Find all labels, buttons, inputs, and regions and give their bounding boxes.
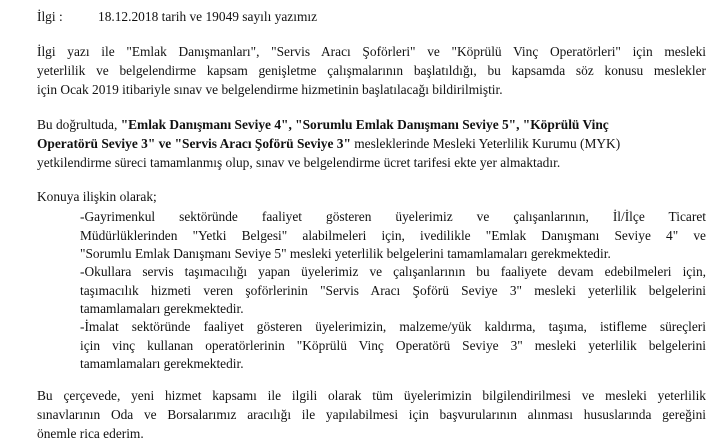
paragraph2-line2 bbox=[37, 136, 620, 152]
item3-line1: -İmalat sektöründe faaliyet gösteren üyelerimizin, malzeme/yük kaldırma, taşıma, istifleme süreçleri bbox=[80, 319, 706, 334]
item2-line2: taşımacılık hizmeti veren şoförlerinin "Servis Aracı Şoförü Seviye 3" mesleki yeterlilik belgelerini bbox=[80, 283, 706, 298]
reference-label: İlgi : bbox=[37, 9, 63, 24]
paragraph2-line1 bbox=[37, 117, 706, 133]
item2-line3: tamamlamaları gerekmektedir. bbox=[80, 301, 244, 316]
item3-line3: tamamlamaları gerekmektedir. bbox=[80, 356, 244, 371]
paragraph2-line3: yetkilendirme süreci tamamlanmış olup, sınav ve belgelendirme ücret tarifesi ekte yer almaktadır. bbox=[37, 155, 561, 170]
paragraph2-rest: mesleklerinde Mesleki Yeterlilik Kurumu (MYK) bbox=[350, 136, 621, 151]
topic-intro: Konuya ilişkin olarak; bbox=[37, 189, 157, 204]
reference-value: 18.12.2018 tarih ve 19049 sayılı yazımız bbox=[98, 9, 318, 24]
paragraph1-line2: yeterlilik ve belgelendirme kapsam genişletme çalışmalarının başlatıldığı, bu kapsamda söz konusu meslekler bbox=[37, 63, 706, 78]
item1-line2: Müdürlüklerinden "Yetki Belgesi" alabilmeleri için, ivedilikle "Emlak Danışmanı Seviye 4" ve bbox=[80, 228, 706, 243]
paragraph2-intro: Bu doğrultuda, bbox=[37, 117, 121, 132]
paragraph2-bold-1: "Emlak Danışmanı Seviye 4", "Sorumlu Emlak Danışmanı Seviye 5", "Köprülü Vinç bbox=[120, 117, 609, 132]
closing-line3: önemle rica ederim. bbox=[37, 426, 144, 441]
item1-line3: "Sorumlu Emlak Danışmanı Seviye 5" mesleki yeterlilik belgelerini tamamlamaları gerekmektedir. bbox=[80, 246, 611, 261]
paragraph1-line1: İlgi yazı ile "Emlak Danışmanları", "Servis Aracı Şoförleri" ve "Köprülü Vinç Operatörleri" için mesleki bbox=[37, 44, 706, 59]
item2-line1: -Okullara servis taşımacılığı yapan üyelerimiz ve çalışanlarının bu faaliyete devam edebilmeleri için, bbox=[80, 264, 706, 279]
item1-line1: -Gayrimenkul sektöründe faaliyet gösteren üyelerimiz ve çalışanlarının, İl/İlçe Ticaret bbox=[80, 209, 706, 224]
paragraph2-bold-2: Operatörü Seviye 3" ve "Servis Aracı Şoförü Seviye 3" bbox=[37, 136, 351, 151]
closing-line1: Bu çerçevede, yeni hizmet kapsamı ile ilgili olarak tüm üyelerimizin bilgilendirilmesi ve mesleki yeterlilik bbox=[37, 388, 706, 403]
closing-line2: sınavlarının Oda ve Borsalarımız aracılığı ile yapılabilmesi için başvurularının alınması hususlarında gereğini bbox=[37, 407, 706, 422]
paragraph1-line3: için Ocak 2019 itibariyle sınav ve belgelendirme hizmetinin başlatılacağı bildirilmiştir. bbox=[37, 82, 503, 97]
item3-line2: için vinç kullanan operatörlerinin "Köprülü Vinç Operatörü Seviye 3" mesleki yeterlilik belgelerini bbox=[80, 338, 706, 353]
